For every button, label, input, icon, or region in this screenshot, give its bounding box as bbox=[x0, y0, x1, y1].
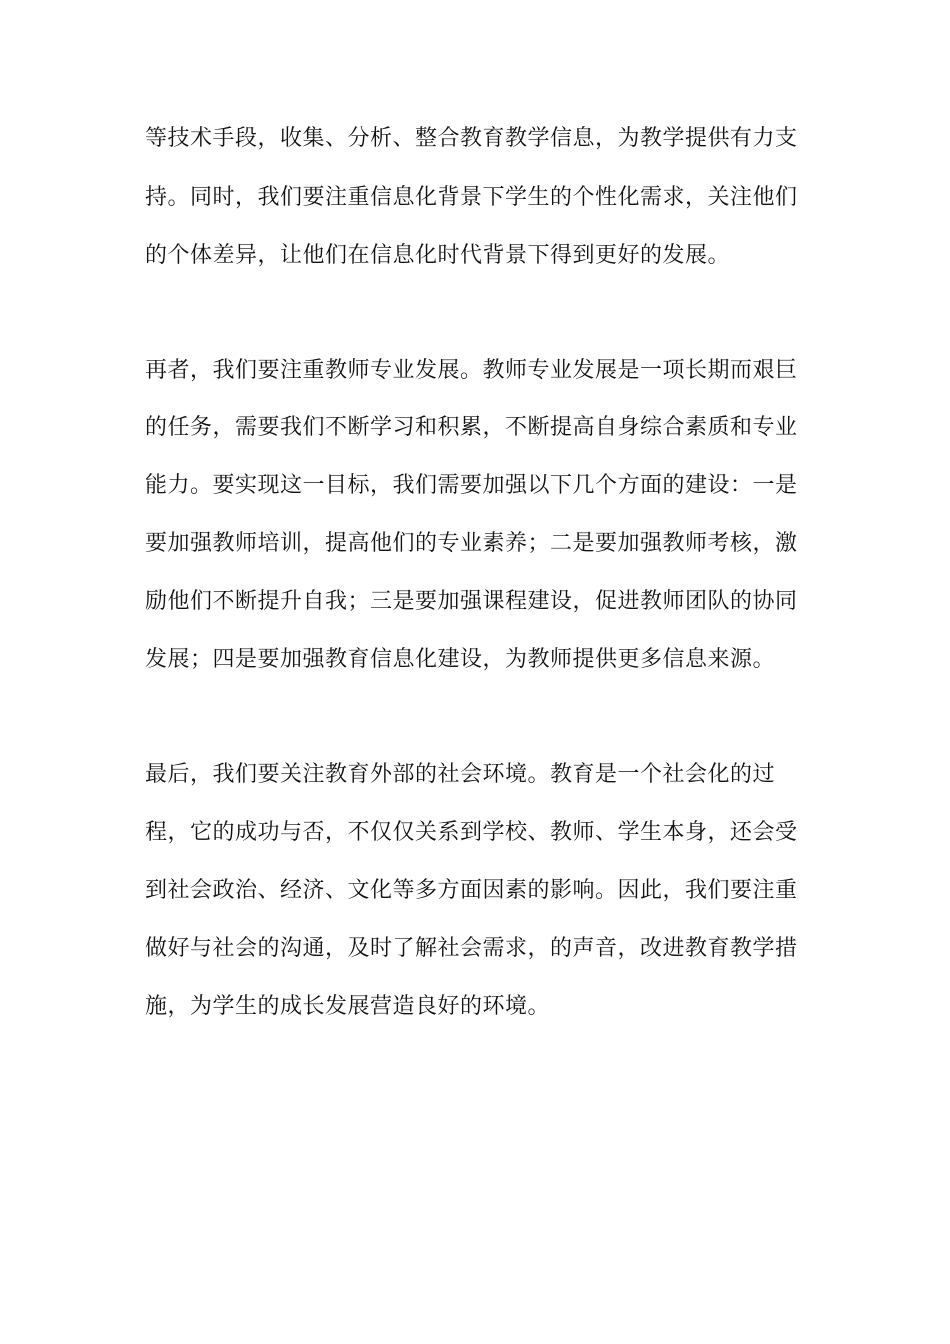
text-line: 程，它的成功与否，不仅仅关系到学校、教师、学生本身，还会受 bbox=[145, 820, 798, 845]
text-line: 的任务，需要我们不断学习和积累，不断提高自身综合素质和专业 bbox=[145, 415, 798, 440]
text-line: 做好与社会的沟通，及时了解社会需求，的声音，改进教育教学措 bbox=[145, 936, 798, 961]
text-line: 的个体差异，让他们在信息化时代背景下得到更好的发展。 bbox=[145, 243, 731, 268]
text-line: 等技术手段，收集、分析、整合教育教学信息，为教学提供有力支 bbox=[145, 126, 798, 151]
text-line: 最后，我们要关注教育外部的社会环境。教育是一个社会化的过 bbox=[145, 762, 776, 787]
text-line: 要加强教师培训，提高他们的专业素养；二是要加强教师考核，激 bbox=[145, 531, 798, 556]
text-line: 励他们不断提升自我；三是要加强课程建设，促进教师团队的协同 bbox=[145, 589, 798, 614]
text-line: 持。同时，我们要注重信息化背景下学生的个性化需求，关注他们 bbox=[145, 185, 798, 210]
text-line: 发展；四是要加强教育信息化建设，为教师提供更多信息来源。 bbox=[145, 647, 776, 672]
text-line: 再者，我们要注重教师专业发展。教师专业发展是一项长期而艰巨 bbox=[145, 358, 798, 383]
text-line: 能力。要实现这一目标，我们需要加强以下几个方面的建设：一是 bbox=[145, 473, 798, 498]
text-line: 到社会政治、经济、文化等多方面因素的影响。因此，我们要注重 bbox=[145, 878, 798, 903]
text-line: 施，为学生的成长发展营造良好的环境。 bbox=[145, 994, 551, 1019]
